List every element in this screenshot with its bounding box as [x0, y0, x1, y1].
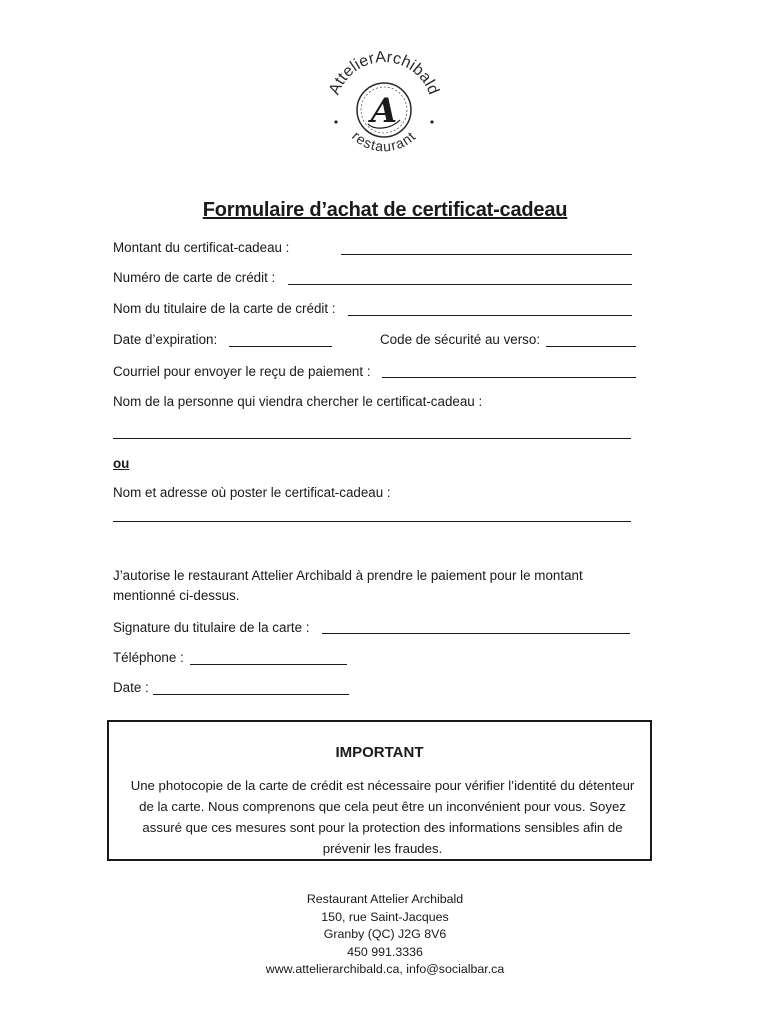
- important-text: Une photocopie de la carte de crédit est nécessaire pour vérifier l’identité du détenteur de la carte. Nous comprenons que cela peut être un inconvénient pour vous. Soyez assuré que ces mesures sont pour la protection des informations sensibles afin de prévenir les fraudes.: [130, 778, 635, 856]
- footer-web: www.attelierarchibald.ca, info@socialbar.ca: [265, 962, 505, 976]
- expiry-label: Date d’expiration:: [113, 332, 218, 347]
- email-field[interactable]: [382, 377, 636, 378]
- expiry-field[interactable]: [229, 346, 332, 347]
- footer-address: [0, 891, 770, 979]
- amount-label: Montant du certificat-cadeau :: [113, 240, 290, 255]
- important-title: IMPORTANT: [335, 744, 424, 761]
- signature-field[interactable]: [322, 633, 630, 634]
- footer-city: Granby (QC) J2G 8V6: [323, 927, 447, 941]
- mail-address-label: Nom et adresse où poster le certificat-cadeau :: [113, 485, 391, 500]
- footer-restaurant-name: Restaurant Attelier Archibald: [306, 892, 464, 906]
- security-code-label: Code de sécurité au verso:: [380, 332, 541, 347]
- phone-label: Téléphone :: [113, 650, 184, 665]
- svg-text:restaurant: restaurant: [348, 127, 420, 155]
- cardholder-field[interactable]: [348, 315, 632, 316]
- pickup-person-label: Nom de la personne qui viendra chercher le certificat-cadeau :: [113, 394, 483, 409]
- restaurant-logo: [318, 38, 450, 170]
- cardholder-label: Nom du titulaire de la carte de crédit :: [113, 301, 336, 316]
- date-label: Date :: [113, 680, 149, 695]
- card-number-field[interactable]: [288, 284, 632, 285]
- mail-address-field[interactable]: [113, 521, 631, 522]
- svg-text:A: A: [370, 91, 398, 131]
- pickup-person-field[interactable]: [113, 438, 631, 439]
- important-notice-box: [107, 720, 652, 861]
- svg-text:AttelierArchibald: AttelierArchibald: [325, 48, 443, 98]
- footer-street: 150, rue Saint-Jacques: [321, 909, 449, 924]
- or-separator: ou: [113, 456, 130, 471]
- footer-phone: 450 991.3336: [347, 944, 423, 959]
- form-title: Formulaire d’achat de certificat-cadeau: [202, 199, 568, 221]
- date-field[interactable]: [153, 694, 349, 695]
- authorization-text: J’autorise le restaurant Attelier Archibald à prendre le paiement pour le montant mentionné ci-dessus.: [113, 568, 583, 603]
- amount-field[interactable]: [341, 254, 632, 255]
- email-label: Courriel pour envoyer le reçu de paiement :: [113, 364, 371, 379]
- card-number-label: Numéro de carte de crédit :: [113, 270, 276, 285]
- security-code-field[interactable]: [546, 346, 636, 347]
- phone-field[interactable]: [190, 664, 347, 665]
- signature-label: Signature du titulaire de la carte :: [113, 620, 310, 635]
